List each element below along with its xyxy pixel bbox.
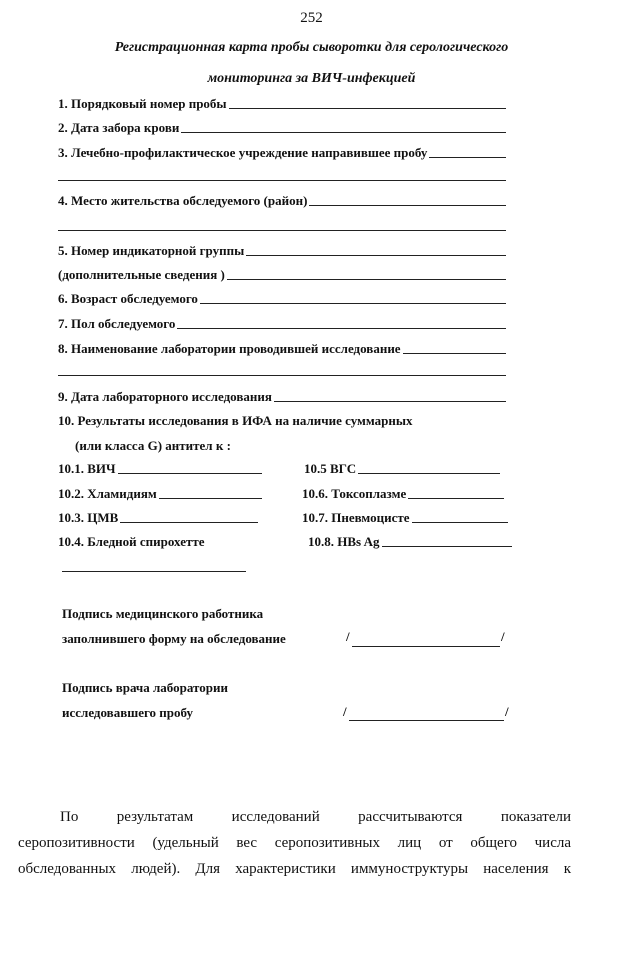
antibody-chlamydia-label: 10.2. Хламидиям <box>58 486 157 501</box>
antibody-treponema-label: 10.4. Бледной спирохетте <box>58 534 205 549</box>
page-number: 252 <box>300 10 323 26</box>
antibody-hiv[interactable] <box>58 461 262 477</box>
field-referring-institution-extra-line[interactable] <box>58 180 506 181</box>
antibody-toxoplasma[interactable] <box>302 486 504 502</box>
antibody-hiv-input-line[interactable] <box>118 473 262 474</box>
field-sex-input-line[interactable] <box>177 328 506 329</box>
field-residence-extra-line[interactable] <box>58 230 506 231</box>
antibody-hcv-input-line[interactable] <box>358 473 500 474</box>
paragraph-word: показатели <box>500 809 571 825</box>
field-laboratory[interactable] <box>58 341 506 357</box>
antibody-cmv[interactable] <box>58 510 258 526</box>
field-lab-test-date-label: 9. Дата лабораторного исследования <box>58 389 272 404</box>
antibody-hiv-label: 10.1. ВИЧ <box>58 461 116 476</box>
antibody-cmv-input-line[interactable] <box>120 522 258 523</box>
field-laboratory-extra-line[interactable] <box>58 375 506 376</box>
antibody-toxoplasma-label: 10.6. Токсоплазме <box>302 486 407 501</box>
antibody-cmv-label: 10.3. ЦМВ <box>58 510 119 525</box>
signature-lab-label-line-1: Подпись врача лаборатории <box>62 680 228 695</box>
field-additional-info-input-line[interactable] <box>227 279 506 280</box>
signature-medic-slash-right: / <box>501 629 505 644</box>
field-results-heading-line-1: 10. Результаты исследования в ИФА на наличие суммарных <box>58 413 413 428</box>
antibody-pneumocystis[interactable] <box>302 510 508 526</box>
field-sex-label: 7. Пол обследуемого <box>58 316 176 331</box>
field-age-label: 6. Возраст обследуемого <box>58 291 198 306</box>
field-lab-test-date-input-line[interactable] <box>274 401 506 402</box>
field-referring-institution-input-line[interactable] <box>429 157 506 158</box>
field-residence[interactable] <box>58 193 506 209</box>
field-indicator-group-input-line[interactable] <box>246 255 506 256</box>
paragraph-line-2: серопозитивности (удельный вес серопозитивных лиц от общего числа <box>18 835 571 851</box>
paragraph-word: По <box>60 809 79 825</box>
form-title-line-1: Регистрационная карта пробы сыворотки для серологического <box>114 40 509 55</box>
field-blood-date-input-line[interactable] <box>181 132 506 133</box>
signature-medic-input-line[interactable] <box>352 646 500 647</box>
paragraph-line-1 <box>60 804 571 830</box>
signature-medic-slash-left: / <box>346 629 350 644</box>
field-age-input-line[interactable] <box>200 303 506 304</box>
paragraph-word: исследований <box>231 809 320 825</box>
paragraph-word: рассчитываются <box>358 809 463 825</box>
field-sample-number-label: 1. Порядковый номер пробы <box>58 96 227 111</box>
signature-lab-slash-left: / <box>343 704 347 719</box>
antibody-hcv-label: 10.5 ВГС <box>304 461 357 476</box>
antibody-hcv[interactable] <box>304 461 500 477</box>
antibody-chlamydia[interactable] <box>58 486 262 502</box>
antibody-chlamydia-input-line[interactable] <box>159 498 262 499</box>
field-blood-date[interactable] <box>58 120 506 136</box>
field-laboratory-label: 8. Наименование лаборатории проводившей исследование <box>58 341 401 356</box>
field-additional-info[interactable] <box>58 267 506 283</box>
field-sex[interactable] <box>58 316 506 332</box>
antibody-hbsag-label: 10.8. HBs Ag <box>308 534 380 549</box>
field-additional-info-label: (дополнительные сведения ) <box>58 267 225 282</box>
field-blood-date-label: 2. Дата забора крови <box>58 120 180 135</box>
antibody-toxoplasma-input-line[interactable] <box>408 498 504 499</box>
field-laboratory-input-line[interactable] <box>403 353 506 354</box>
antibody-treponema-input-line[interactable] <box>62 571 246 572</box>
signature-lab-label-line-2: исследовавшего пробу <box>62 705 194 720</box>
form-title-line-2: мониторинга за ВИЧ-инфекцией <box>207 71 416 86</box>
paragraph-word: результатам <box>116 809 194 825</box>
field-results-heading-line-2: (или класса G) антител к : <box>75 438 231 453</box>
field-indicator-group-label: 5. Номер индикаторной группы <box>58 243 245 258</box>
field-referring-institution-label: 3. Лечебно-профилактическое учреждение направившее пробу <box>58 145 428 160</box>
field-residence-label: 4. Место жительства обследуемого (район) <box>58 193 308 208</box>
field-sample-number[interactable] <box>58 96 506 112</box>
field-residence-input-line[interactable] <box>309 205 506 206</box>
field-sample-number-input-line[interactable] <box>229 108 506 109</box>
antibody-hbsag-input-line[interactable] <box>382 546 512 547</box>
signature-medic-label-line-2: заполнившего форму на обследование <box>62 631 286 646</box>
signature-medic-label-line-1: Подпись медицинского работника <box>62 606 264 621</box>
antibody-pneumocystis-label: 10.7. Пневмоцисте <box>302 510 410 525</box>
antibody-pneumocystis-input-line[interactable] <box>412 522 508 523</box>
field-indicator-group[interactable] <box>58 243 506 259</box>
field-lab-test-date[interactable] <box>58 389 506 405</box>
signature-lab-slash-right: / <box>505 704 509 719</box>
field-referring-institution[interactable] <box>58 145 506 161</box>
antibody-hbsag[interactable] <box>308 534 512 550</box>
paragraph-line-3: обследованных людей). Для характеристики иммуноструктуры населения к <box>18 861 571 877</box>
field-age[interactable] <box>58 291 506 307</box>
signature-lab-input-line[interactable] <box>349 720 504 721</box>
